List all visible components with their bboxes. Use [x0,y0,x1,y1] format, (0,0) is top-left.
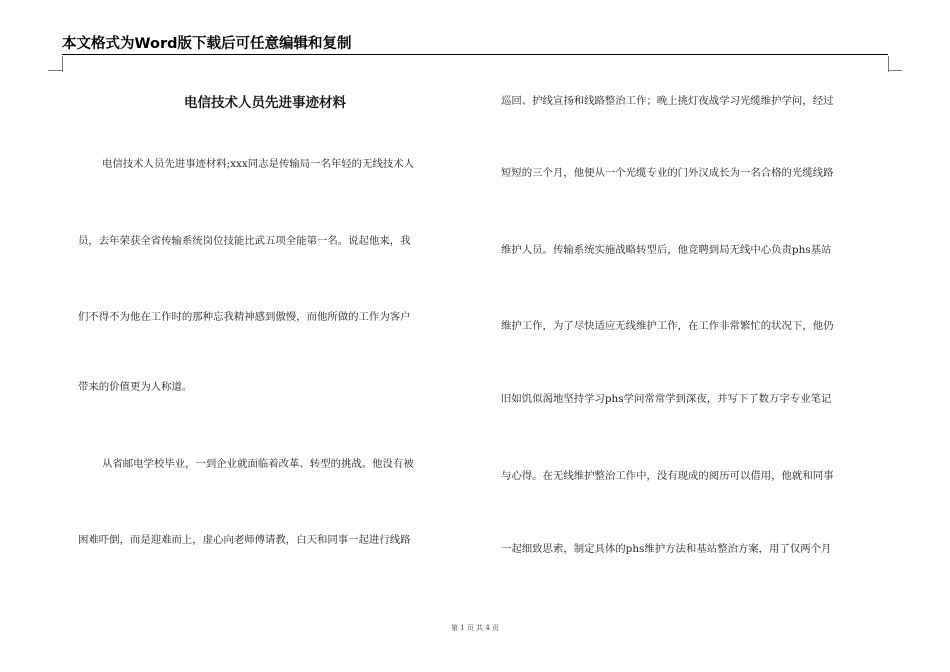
document-header: 本文格式为Word版下载后可任意编辑和复制 [62,36,352,52]
right-line-5: 旧如饥似渴地坚持学习phs学问常常学到深夜，并写下了数万字专业笔记 [501,393,832,405]
header-rule [62,54,888,55]
left-line-4: 带来的价值更为人称道。 [78,381,193,393]
right-line-6: 与心得。在无线维护整治工作中，没有现成的阅历可以借用，他就和同事 [501,470,834,482]
right-line-1: 巡回、护线宣扬和线路整治工作；晚上挑灯夜战学习光缆维护学问，经过 [501,95,834,107]
right-line-2: 短短的三个月，他便从一个光缆专业的门外汉成长为一名合格的光缆线路 [501,167,834,179]
left-line-3: 们不得不为他在工作时的那种忘我精神感到傲慢，而他所做的工作为客户 [78,311,411,323]
left-line-2: 员，去年荣获全省传输系统岗位技能比武五项全能第一名。说起他来，我 [78,235,411,247]
left-line-6: 困难吓倒，而是迎难而上，虚心向老师傅请教，白天和同事一起进行线路 [78,534,411,546]
page-number: 第 1 页 共 4 页 [450,624,500,632]
right-line-4: 维护工作，为了尽快适应无线维护工作，在工作非常繁忙的状况下，他仍 [501,320,834,332]
document-title: 电信技术人员先进事迹材料 [184,95,346,111]
left-line-1: 电信技术人员先进事迹材料;xxx同志是传输局一名年轻的无线技术人 [102,158,415,170]
crop-mark-right-horizontal [888,70,902,71]
left-line-5: 从省邮电学校毕业，一到企业就面临着改革、转型的挑战。他没有被 [102,458,414,470]
right-line-7: 一起细致思索，制定具体的phs维护方法和基站整治方案，用了仅两个月 [501,543,832,555]
right-line-3: 维护人员。传输系统实施战略转型后，他竞聘到局无线中心负责phs基站 [501,244,832,256]
crop-mark-left-horizontal [48,70,62,71]
